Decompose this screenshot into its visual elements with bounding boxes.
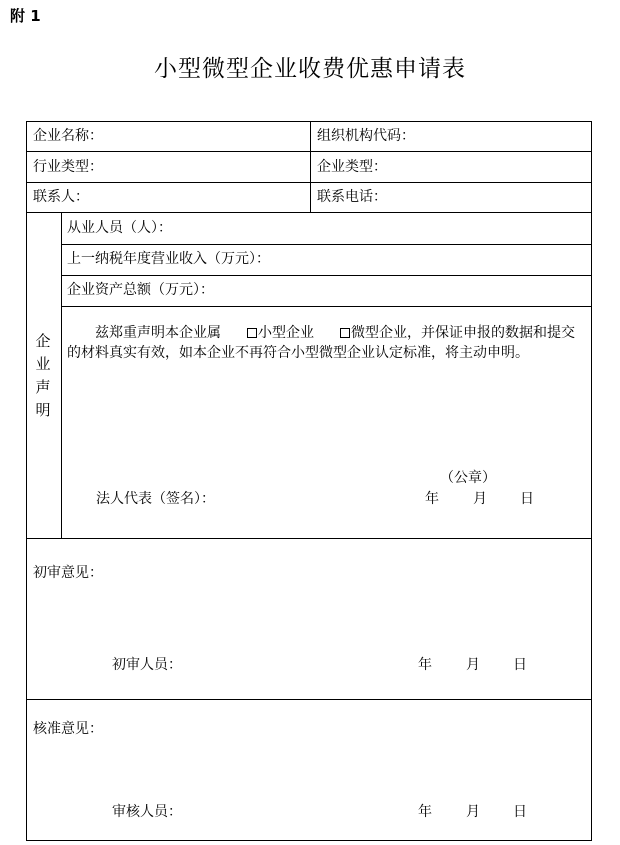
row-divider — [61, 306, 592, 307]
declaration-intro: 兹郑重声明本企业属 — [95, 325, 221, 341]
declaration-text — [67, 323, 587, 363]
date-day: 日 — [513, 804, 527, 820]
initial-opinion-label: 初审意见： — [33, 565, 103, 581]
date-month: 月 — [466, 804, 480, 820]
row-divider — [26, 699, 592, 700]
micro-enterprise-option: 微型企业 — [351, 325, 407, 341]
company-name-label: 企业名称： — [33, 128, 103, 144]
column-divider — [61, 212, 62, 538]
row-divider — [26, 212, 592, 213]
micro-enterprise-checkbox[interactable] — [340, 328, 350, 338]
date-year: 年 — [418, 804, 432, 820]
form-title: 小型微型企业收费优惠申请表 — [154, 56, 466, 82]
initial-reviewer-label: 初审人员： — [112, 657, 182, 673]
row-divider — [26, 538, 592, 539]
contact-person-label: 联系人： — [33, 189, 89, 205]
row-divider — [26, 151, 592, 152]
approver-label: 审核人员： — [112, 804, 182, 820]
row-divider — [26, 182, 592, 183]
contact-phone-label: 联系电话： — [317, 189, 387, 205]
date-year: 年 — [418, 657, 432, 673]
row-divider — [61, 244, 592, 245]
industry-type-label: 行业类型： — [33, 159, 103, 175]
date-month: 月 — [473, 491, 487, 507]
employees-label: 从业人员（人）： — [67, 220, 172, 236]
date-year: 年 — [425, 491, 439, 507]
section-label-declaration: 企业声明 — [35, 332, 51, 419]
seal-label: （公章） — [440, 470, 496, 486]
date-day: 日 — [520, 491, 534, 507]
date-day: 日 — [513, 657, 527, 673]
approval-opinion-label: 核准意见： — [33, 721, 103, 737]
enterprise-type-label: 企业类型： — [317, 159, 387, 175]
row-divider — [61, 275, 592, 276]
column-divider — [310, 121, 311, 212]
small-enterprise-option: 小型企业 — [258, 325, 314, 341]
annex-label: 附 1 — [10, 7, 41, 25]
small-enterprise-checkbox[interactable] — [247, 328, 257, 338]
declaration-body: ，并保证申报的数据和提交的材料真实有效，如本企业不再符合小型微型企业认定标准，将主动申明。 — [67, 325, 575, 361]
tax-revenue-label: 上一纳税年度营业收入（万元）： — [67, 251, 270, 267]
org-code-label: 组织机构代码： — [317, 128, 415, 144]
date-month: 月 — [466, 657, 480, 673]
signatory-label: 法人代表（签名）： — [96, 491, 215, 507]
total-assets-label: 企业资产总额（万元）： — [67, 282, 214, 298]
